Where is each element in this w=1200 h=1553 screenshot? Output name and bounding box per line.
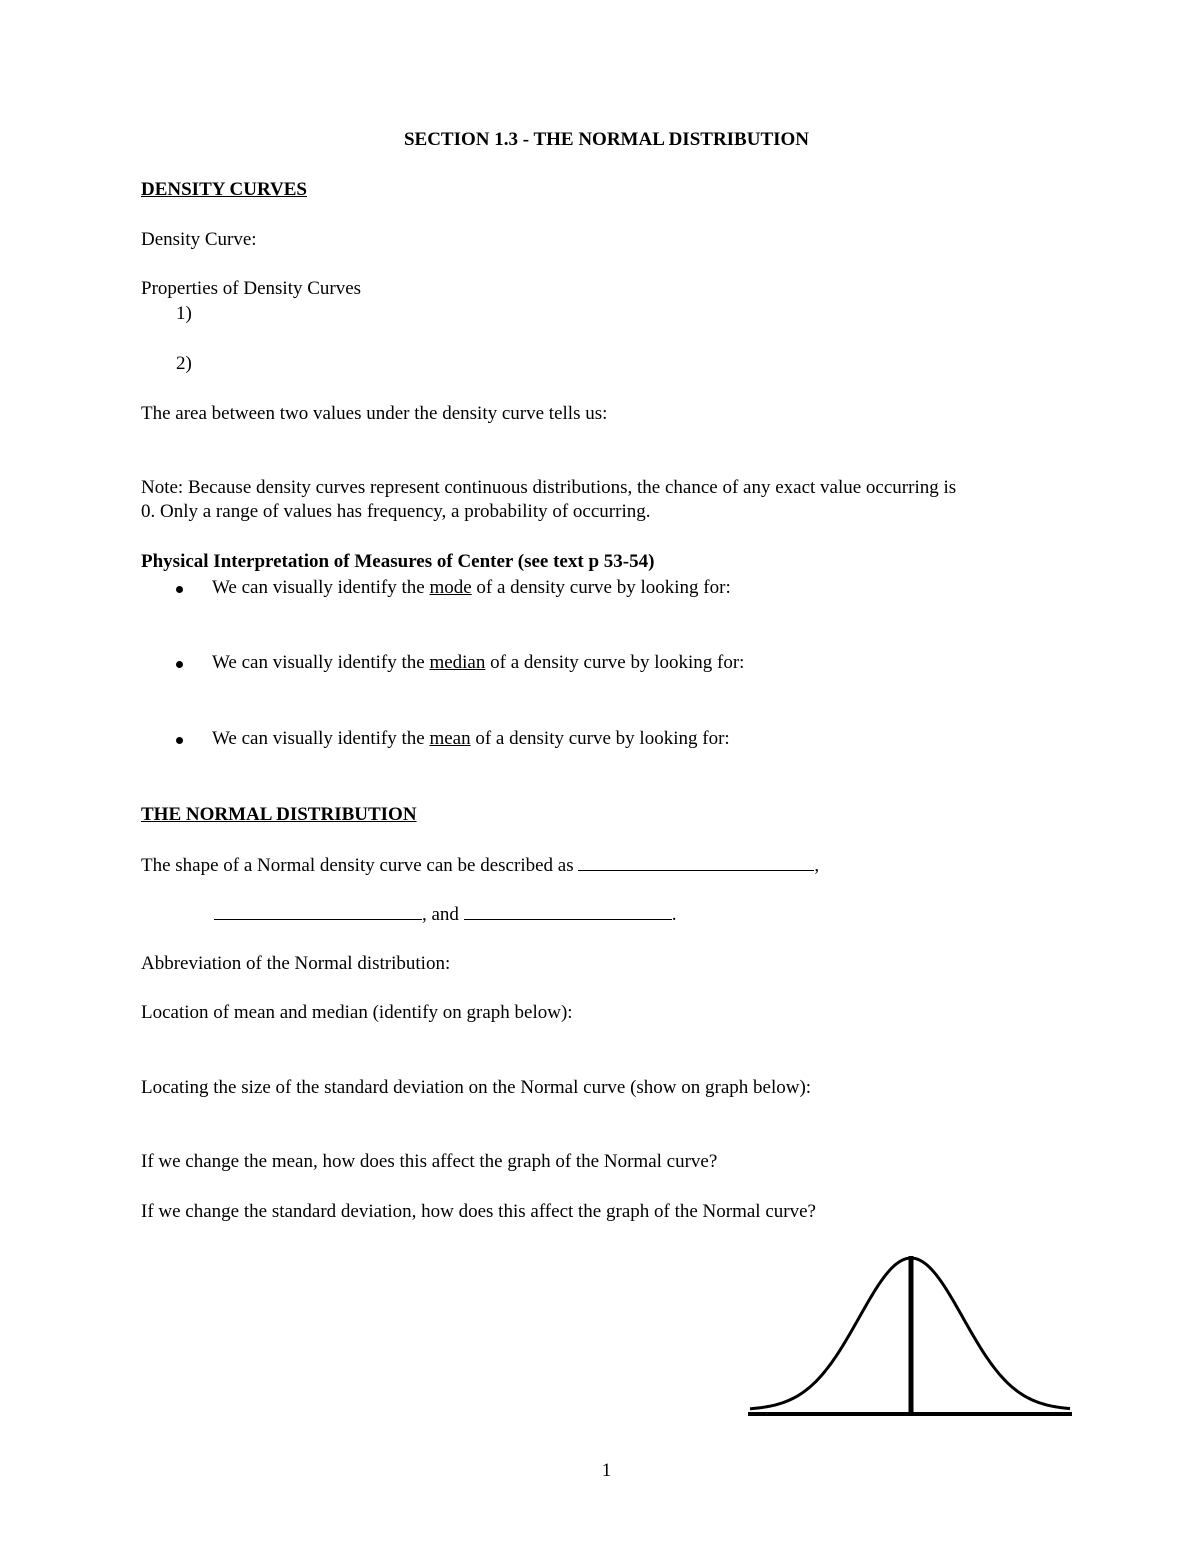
bullet-text-before: We can visually identify the bbox=[212, 728, 430, 749]
shape-period: . bbox=[671, 904, 677, 925]
sd-text: Locating the size of the standard deviation on the Normal curve (show on graph below): bbox=[141, 1077, 812, 1098]
page-title: SECTION 1.3 - THE NORMAL DISTRIBUTION bbox=[403, 129, 810, 150]
bullet-icon bbox=[176, 661, 183, 668]
mean-bullet bbox=[212, 728, 730, 750]
location-text: Location of mean and median (identify on graph below): bbox=[141, 1002, 573, 1023]
bullet-icon bbox=[176, 586, 183, 593]
properties-label: Properties of Density Curves bbox=[141, 278, 362, 299]
bullet-text-after: of a density curve by looking for: bbox=[471, 577, 731, 598]
bullet-text-after: of a density curve by looking for: bbox=[470, 728, 730, 749]
normal-curve-graph bbox=[744, 1250, 1076, 1422]
page-number: 1 bbox=[601, 1460, 612, 1481]
change-sd-text: If we change the standard deviation, how does this affect the graph of the Normal curve? bbox=[141, 1201, 816, 1222]
mean-term: mean bbox=[429, 728, 471, 749]
note-line-1: Note: Because density curves represent continuous distributions, the chance of any exact value occurring is bbox=[141, 477, 957, 498]
normal-distribution-heading: THE NORMAL DISTRIBUTION bbox=[141, 804, 417, 825]
bullet-icon bbox=[176, 737, 183, 744]
note-line-2: 0. Only a range of values has frequency, a probability of occurring. bbox=[141, 501, 651, 522]
property-1: 1) bbox=[176, 303, 192, 324]
area-text: The area between two values under the density curve tells us: bbox=[141, 403, 608, 424]
shape-text: The shape of a Normal density curve can be described as bbox=[141, 855, 574, 876]
bullet-text-after: of a density curve by looking for: bbox=[485, 652, 745, 673]
change-mean-text: If we change the mean, how does this affect the graph of the Normal curve? bbox=[141, 1151, 718, 1172]
shape-blank-2[interactable] bbox=[214, 903, 422, 920]
density-curves-heading: DENSITY CURVES bbox=[141, 179, 307, 200]
property-2: 2) bbox=[176, 353, 192, 374]
median-term: median bbox=[429, 652, 486, 673]
shape-blank-3[interactable] bbox=[464, 903, 672, 920]
shape-line bbox=[141, 854, 819, 877]
shape-blank-1[interactable] bbox=[578, 854, 814, 871]
abbreviation-text: Abbreviation of the Normal distribution: bbox=[141, 953, 451, 974]
and-text: , and bbox=[422, 904, 459, 925]
median-bullet bbox=[212, 652, 744, 674]
shape-line-2 bbox=[214, 903, 676, 926]
shape-comma: , bbox=[814, 855, 820, 876]
mode-bullet bbox=[212, 577, 731, 599]
center-heading: Physical Interpretation of Measures of Center (see text p 53-54) bbox=[141, 551, 655, 572]
bullet-text-before: We can visually identify the bbox=[212, 577, 430, 598]
density-curve-label: Density Curve: bbox=[141, 229, 257, 250]
mode-term: mode bbox=[429, 577, 472, 598]
bullet-text-before: We can visually identify the bbox=[212, 652, 430, 673]
